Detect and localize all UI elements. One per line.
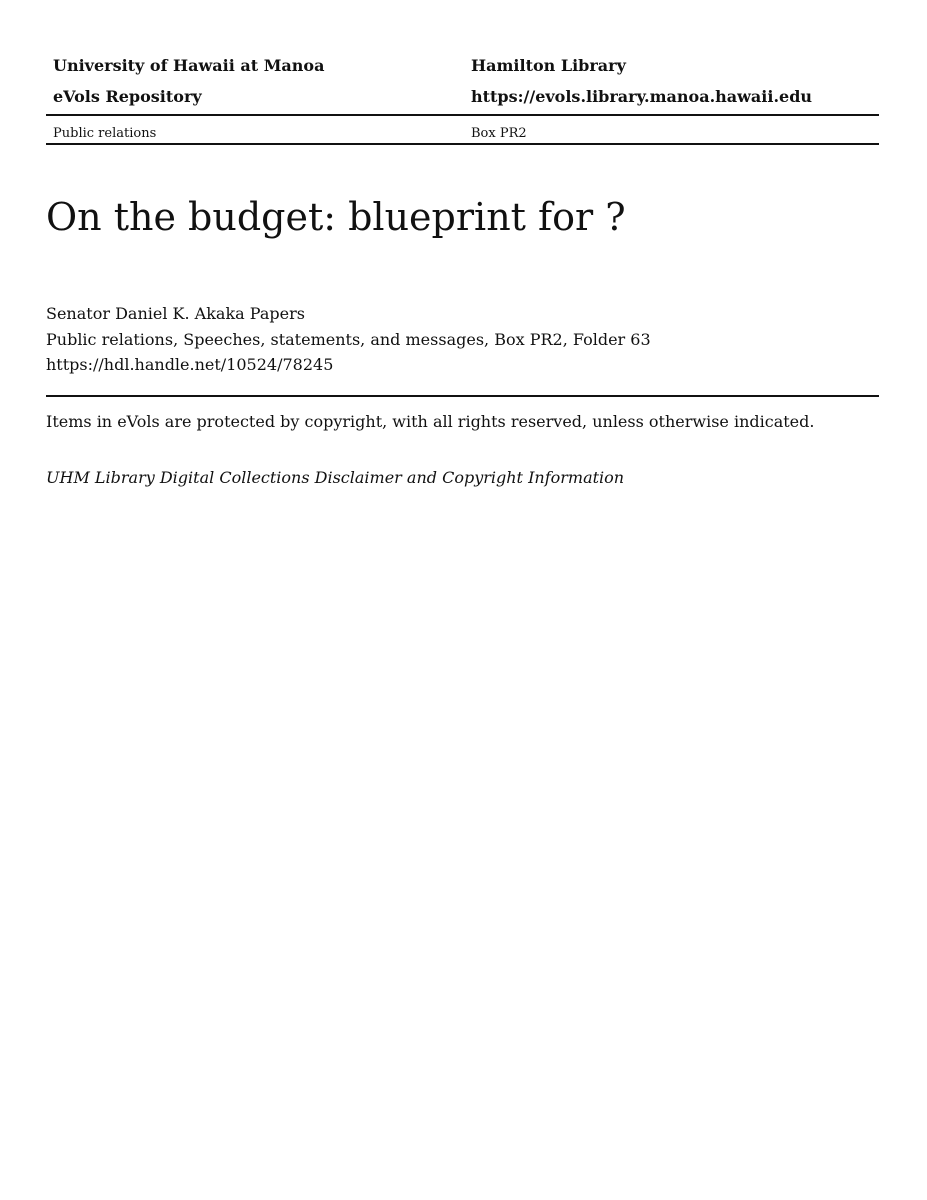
collection-name: Senator Daniel K. Akaka Papers	[46, 304, 305, 323]
folder-location: Public relations, Speeches, statements, and messages, Box PR2, Folder 63	[46, 329, 651, 349]
rights-statement: Items in eVols are protected by copyright, with all rights reserved, unless otherwise indicated.	[46, 412, 815, 431]
repository-name: eVols Repository	[53, 87, 202, 106]
document-metadata	[46, 301, 651, 378]
institution-name: University of Hawaii at Manoa	[53, 56, 325, 75]
header-rule-bottom	[46, 143, 879, 145]
header-row-2	[46, 83, 879, 114]
series-name: Public relations	[53, 126, 157, 141]
library-name: Hamilton Library	[471, 56, 626, 75]
section-divider	[46, 395, 879, 397]
document-page	[46, 0, 879, 1200]
handle-link[interactable]: https://hdl.handle.net/10524/78245	[46, 355, 334, 374]
repository-url[interactable]: https://evols.library.manoa.hawaii.edu	[471, 87, 813, 106]
header-row-1	[46, 52, 879, 83]
header-table	[46, 52, 879, 145]
document-title: On the budget: blueprint for ?	[46, 195, 626, 239]
box-label: Box PR2	[471, 126, 527, 141]
disclaimer-link[interactable]: UHM Library Digital Collections Disclaimer and Copyright Information	[46, 468, 625, 487]
header-row-3	[46, 116, 879, 143]
